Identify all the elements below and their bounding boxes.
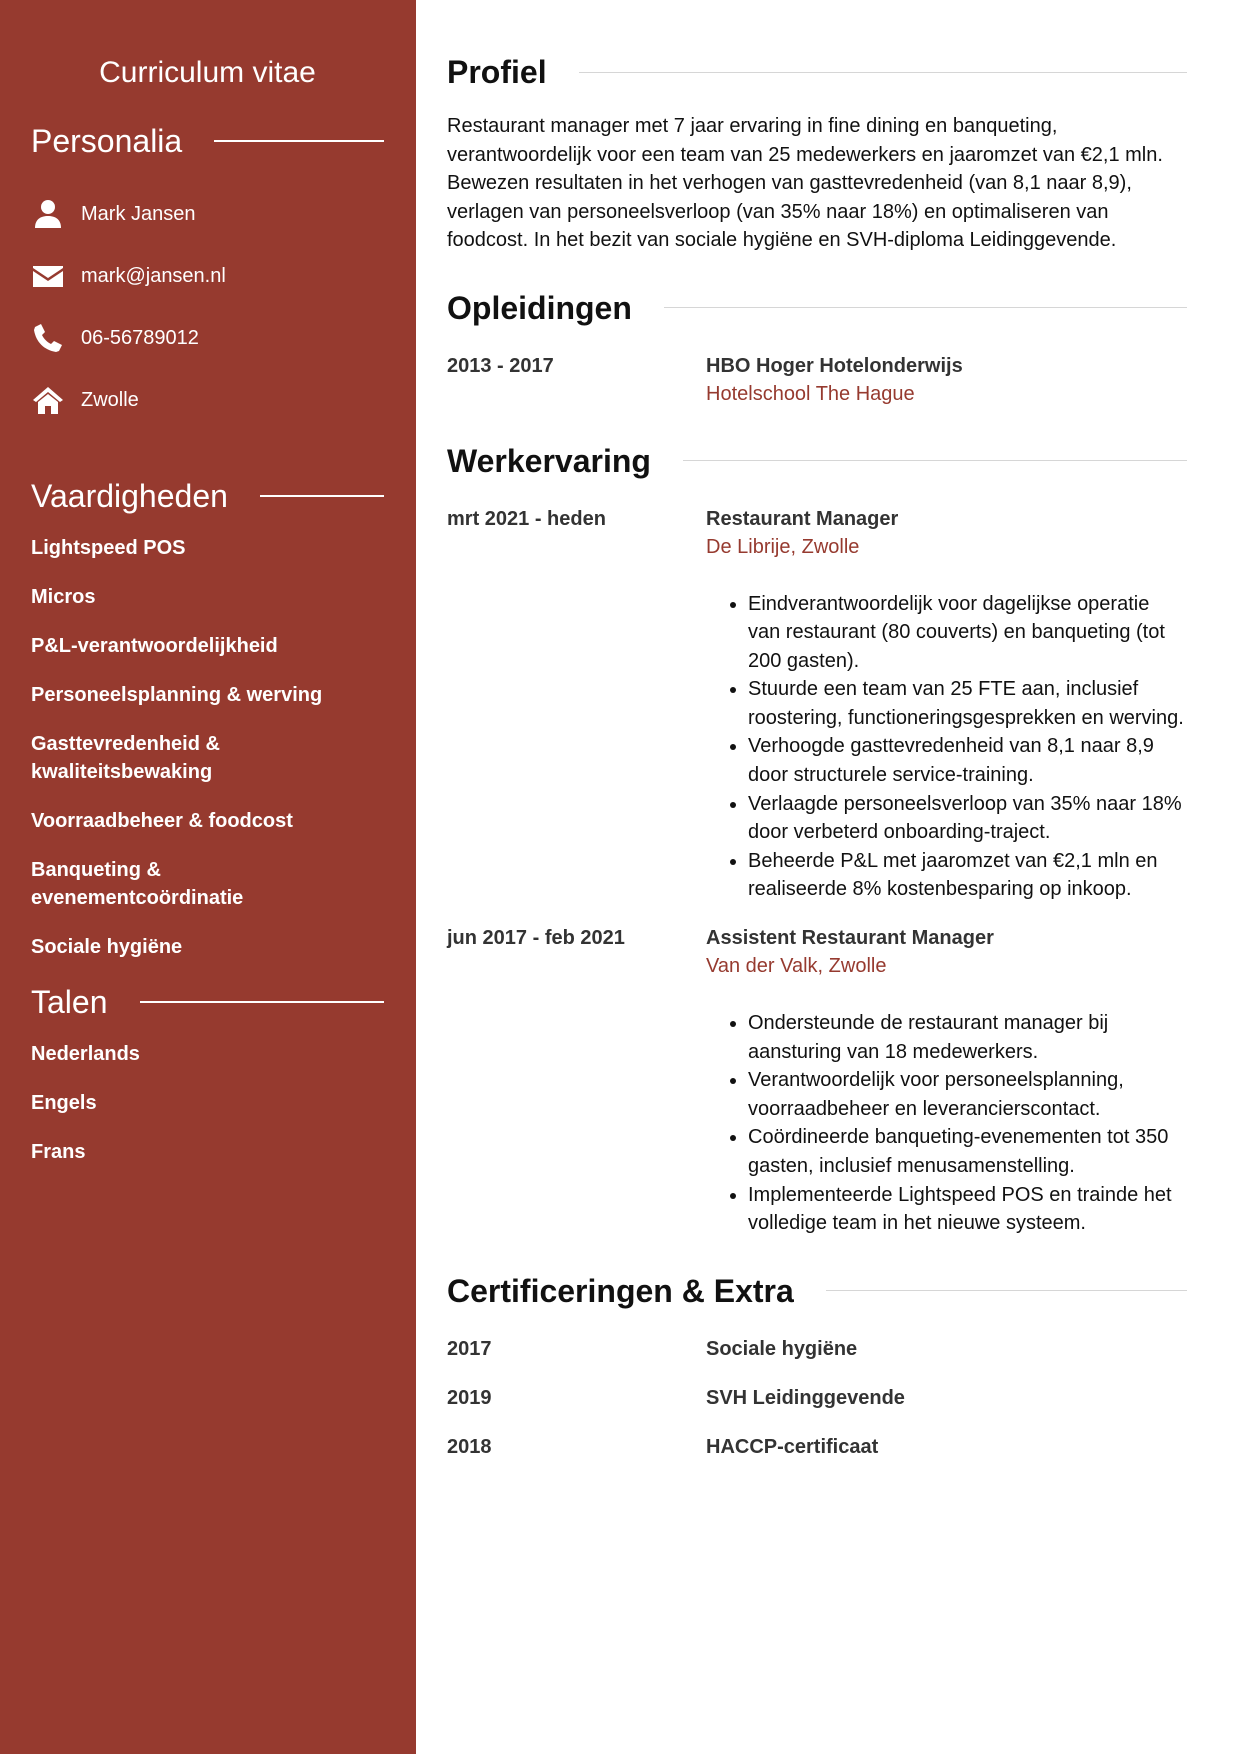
education-heading-label: Opleidingen	[447, 289, 632, 326]
contact-list	[31, 183, 384, 431]
language-item: Engels	[31, 1092, 97, 1114]
work-period: jun 2017 - feb 2021	[447, 927, 625, 950]
cert-row	[447, 1384, 1187, 1413]
work-entry	[447, 924, 1187, 1238]
languages-heading-label: Talen	[31, 984, 108, 1020]
contact-phone-text[interactable]: 06-56789012	[81, 326, 199, 349]
cert-list	[447, 1335, 1187, 1462]
profile-heading	[447, 48, 1187, 96]
education-body	[706, 352, 1187, 408]
cert-heading	[447, 1267, 1187, 1315]
work-org: De Librije, Zwolle	[706, 535, 860, 558]
skill-item: Personeelsplanning & werving	[31, 684, 323, 706]
work-period: mrt 2021 - heden	[447, 507, 606, 530]
cert-row	[447, 1335, 1187, 1364]
contact-email	[31, 245, 384, 307]
skill-item: Sociale hygiëne	[31, 936, 183, 958]
heading-rule	[579, 72, 1187, 73]
work-role: Assistent Restaurant Manager	[706, 927, 994, 950]
contact-name-text: Mark Jansen	[81, 202, 196, 225]
profile-text: Restaurant manager met 7 jaar ervaring in fine dining en banqueting, verantwoordelijk voor een team van 25 medewerkers en jaaromzet van €2,1 mln. Bewezen resultaten in het verhogen van gasttevredenheid (van 8,1 naar 8,9), verlagen van personeelsverloop (van 35% naar 18%) en optimaliseren van foodcost. In het bezit van sociale hygiëne en SVH-diploma Leidinggevende.	[447, 115, 1163, 251]
cv-title: Curriculum vitae	[99, 56, 316, 89]
user-icon	[31, 197, 65, 231]
work-bullet: • Eindverantwoordelijk voor dagelijkse operatie van restaurant (80 couverts) en banqueting (tot 200 gasten).	[748, 590, 1187, 676]
languages-heading	[31, 982, 384, 1022]
cert-row	[447, 1433, 1187, 1462]
skill-item: Micros	[31, 586, 96, 608]
work-bullet: • Beheerde P&L met jaaromzet van €2,1 mln en realiseerde 8% kostenbesparing op inkoop.	[748, 847, 1187, 904]
education-school: Hotelschool The Hague	[706, 382, 915, 405]
cert-heading-label: Certificeringen & Extra	[447, 1272, 794, 1309]
language-item: Frans	[31, 1141, 86, 1163]
heading-rule	[214, 140, 384, 142]
work-bullet: • Verlaagde personeelsverloop van 35% naar 18% door verbeterd onboarding-traject.	[748, 790, 1187, 847]
work-role: Restaurant Manager	[706, 507, 899, 530]
cert-year: 2019	[447, 1386, 492, 1409]
skill-item: Banqueting & evenementcoördinatie	[31, 859, 244, 909]
home-icon	[31, 383, 65, 417]
cert-year: 2018	[447, 1435, 492, 1458]
contact-city	[31, 369, 384, 431]
contact-name	[31, 183, 384, 245]
cert-name: Sociale hygiëne	[706, 1337, 858, 1360]
education-degree: HBO Hoger Hotelonderwijs	[706, 354, 963, 377]
envelope-icon	[31, 259, 65, 293]
work-bullet: • Verhoogde gasttevredenheid van 8,1 naar 8,9 door structurele service-training.	[748, 732, 1187, 789]
work-entry	[447, 505, 1187, 905]
work-bullet: • Implementeerde Lightspeed POS en trainde het volledige team in het nieuwe systeem.	[748, 1181, 1187, 1238]
work-bullets	[706, 1009, 1187, 1238]
work-heading-label: Werkervaring	[447, 442, 651, 479]
skill-item: P&L-verantwoordelijkheid	[31, 635, 278, 657]
profile-heading-label: Profiel	[447, 54, 547, 90]
work-bullet: • Verantwoordelijk voor personeelsplanning, voorraadbeheer en leverancierscontact.	[748, 1066, 1187, 1123]
work-body	[706, 505, 1187, 905]
skills-heading	[31, 476, 384, 516]
skill-item: Lightspeed POS	[31, 537, 186, 559]
phone-icon	[31, 321, 65, 355]
education-heading	[447, 284, 1187, 332]
work-bullet: • Ondersteunde de restaurant manager bij aansturing van 18 medewerkers.	[748, 1009, 1187, 1066]
work-heading	[447, 437, 1187, 485]
work-org: Van der Valk, Zwolle	[706, 955, 887, 978]
contact-phone	[31, 307, 384, 369]
skills-heading-label: Vaardigheden	[31, 478, 228, 514]
heading-rule	[683, 460, 1187, 461]
sidebar	[0, 0, 416, 1754]
cert-name: SVH Leidinggevende	[706, 1386, 905, 1409]
cert-year: 2017	[447, 1337, 492, 1360]
work-bullet: • Coördineerde banqueting-evenementen tot 350 gasten, inclusief menusamenstelling.	[748, 1123, 1187, 1180]
contact-city-text: Zwolle	[81, 388, 139, 411]
main-content	[416, 0, 1241, 1754]
work-bullets	[706, 590, 1187, 905]
cert-name: HACCP-certificaat	[706, 1435, 879, 1458]
language-item: Nederlands	[31, 1043, 140, 1065]
languages-list	[31, 1040, 384, 1166]
work-bullet: • Stuurde een team van 25 FTE aan, inclusief roostering, functioneringsgesprekken en werving.	[748, 675, 1187, 732]
skill-item: Gasttevredenheid & kwaliteitsbewaking	[31, 733, 220, 783]
education-period: 2013 - 2017	[447, 354, 554, 377]
work-body	[706, 924, 1187, 1238]
education-entry	[447, 352, 1187, 408]
heading-rule	[140, 1001, 385, 1003]
skill-item: Voorraadbeheer & foodcost	[31, 810, 293, 832]
heading-rule	[260, 495, 384, 497]
skills-list	[31, 534, 384, 961]
personalia-heading	[31, 121, 384, 161]
heading-rule	[826, 1290, 1187, 1291]
personalia-heading-label: Personalia	[31, 123, 183, 159]
heading-rule	[664, 307, 1187, 308]
contact-email-text[interactable]: mark@jansen.nl	[81, 264, 226, 287]
